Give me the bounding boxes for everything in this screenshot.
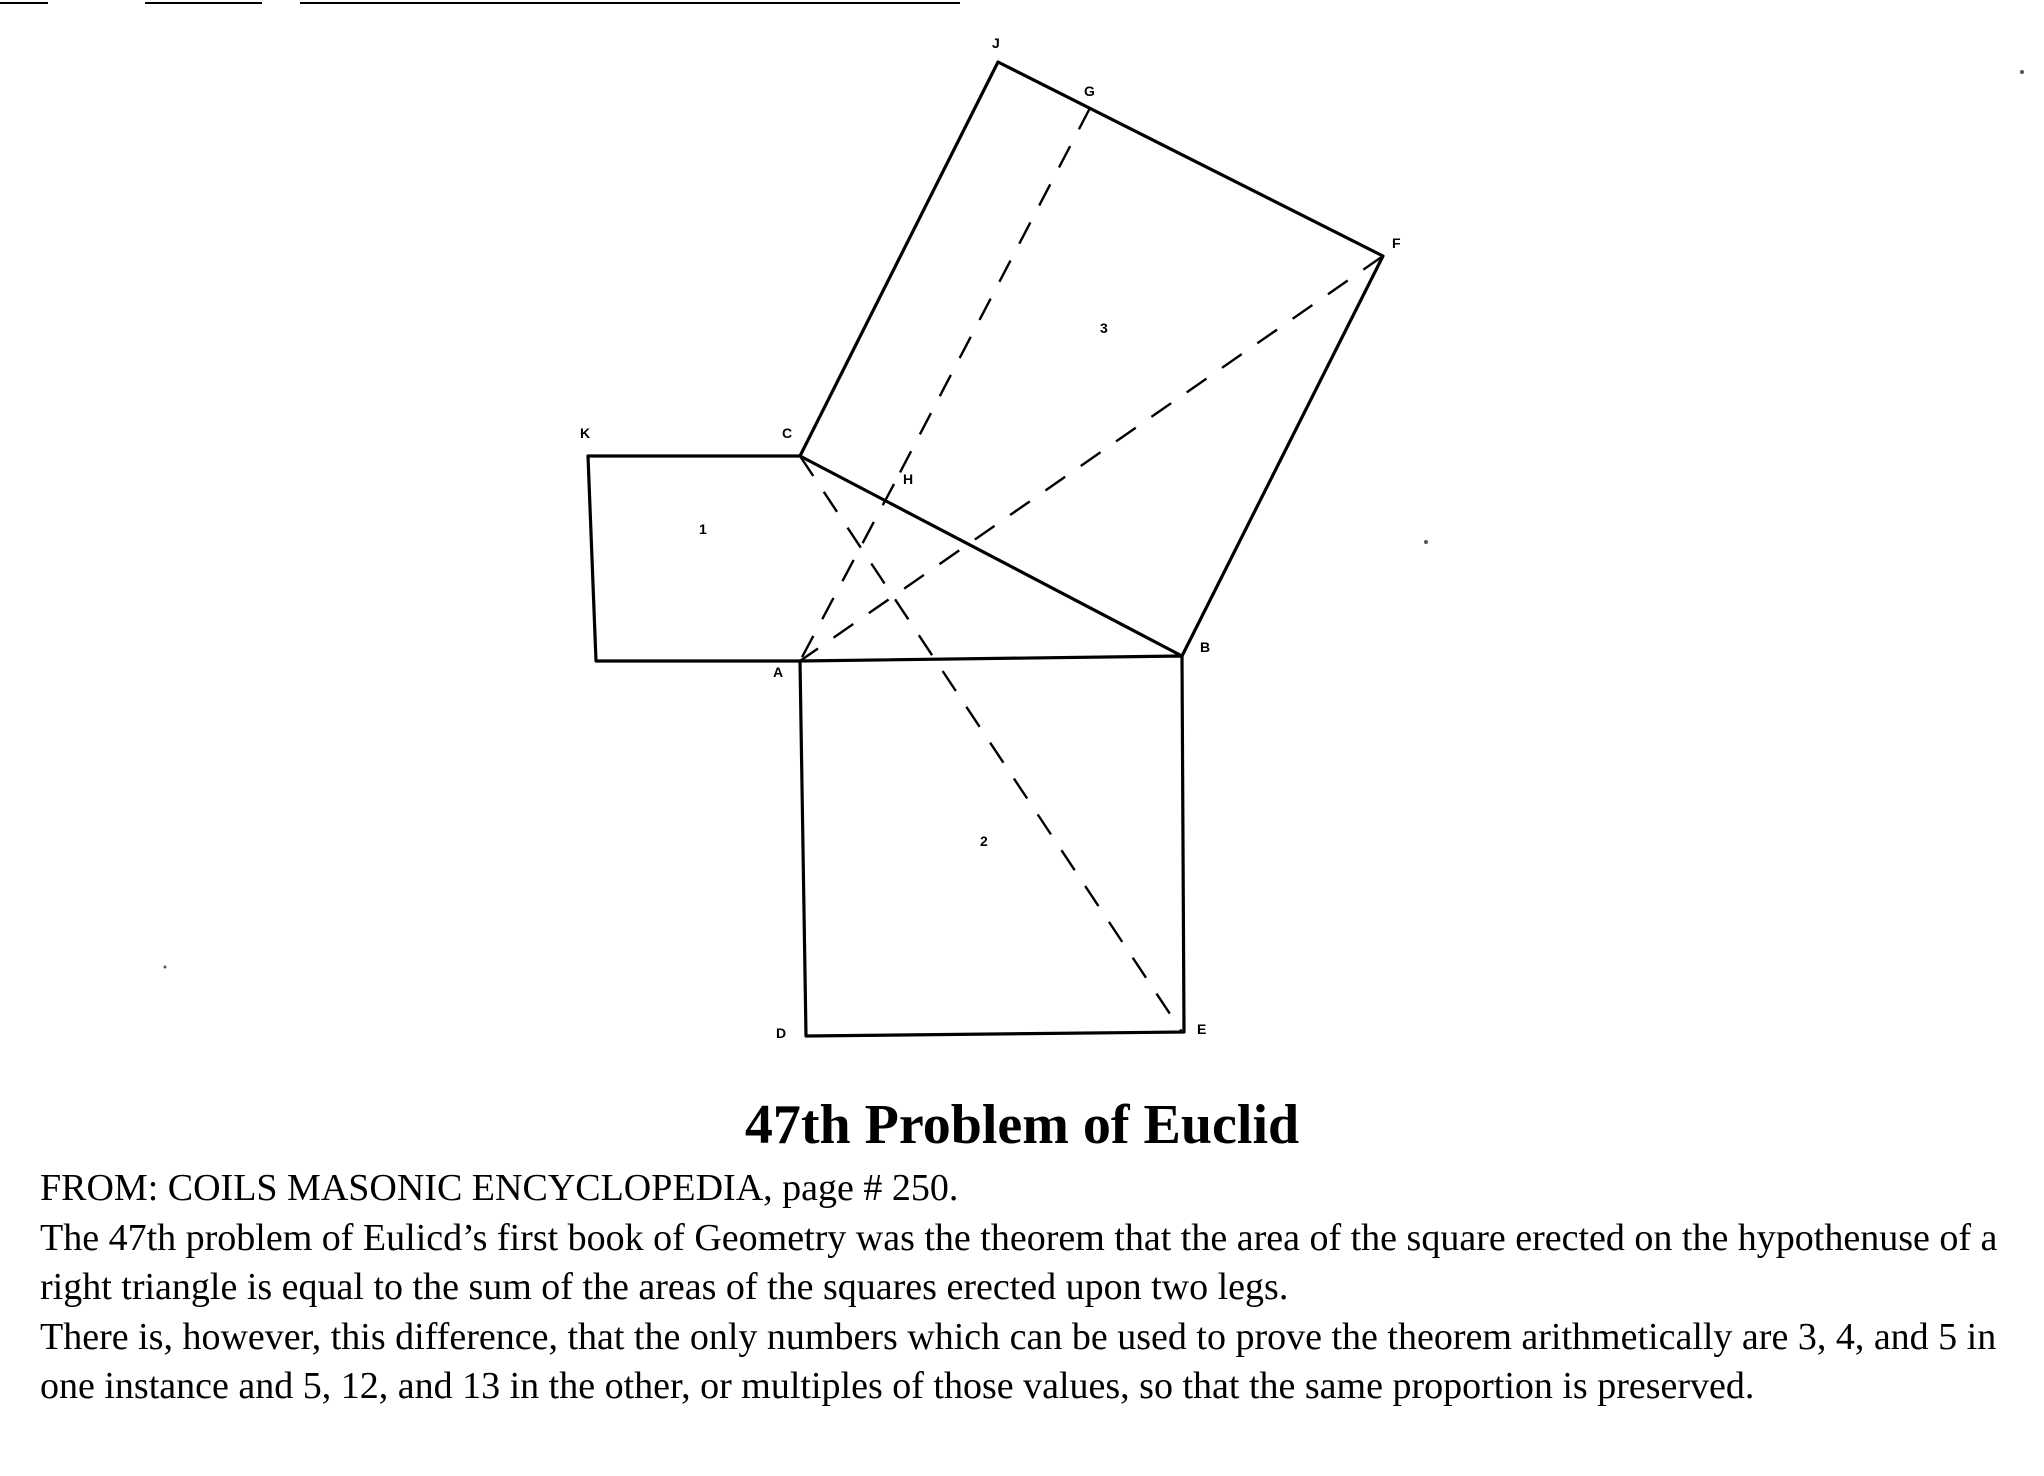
label-point-b: B xyxy=(1200,639,1211,655)
square-1-outline xyxy=(588,456,800,661)
page-title: 47th Problem of Euclid xyxy=(744,1094,1300,1156)
body-text xyxy=(40,1164,2020,1412)
dashed-line-c-e xyxy=(800,456,1182,1032)
dashed-line-h-a xyxy=(800,484,894,661)
scan-speck-3 xyxy=(164,966,167,969)
paragraph-numbers: There is, however, this difference, that the only numbers which can be used to prove the theorem arithmetically are 3, 4, and 5 in one instance and 5, 12, and 13 in the other, or multiples of those values, so that the same proportion is preserved. xyxy=(40,1315,1997,1407)
square-3-outline xyxy=(800,62,1383,656)
label-point-h: H xyxy=(903,471,914,487)
label-point-e: E xyxy=(1197,1021,1207,1037)
dashed-line-f-a xyxy=(800,256,1383,661)
scan-speck-2 xyxy=(1424,540,1428,544)
label-square-3: 3 xyxy=(1100,320,1108,336)
label-point-f: F xyxy=(1392,235,1401,251)
label-point-c: C xyxy=(782,425,793,441)
scan-speck-1 xyxy=(2020,70,2024,74)
square-2-outline xyxy=(800,656,1184,1036)
label-point-a: A xyxy=(773,664,784,680)
label-point-g: G xyxy=(1084,83,1095,99)
dashed-line-g-h xyxy=(894,108,1090,484)
label-square-2: 2 xyxy=(980,833,988,849)
paragraph-theorem: The 47th problem of Eulicd’s first book of Geometry was the theorem that the area of the square erected on the hypothenuse of a right triangle is equal to the sum of the areas of the squares erected upon two legs. xyxy=(40,1216,1998,1308)
label-point-d: D xyxy=(776,1025,787,1041)
source-line: FROM: COILS MASONIC ENCYCLOPEDIA, page # 250. xyxy=(40,1167,959,1209)
label-point-k: K xyxy=(580,425,591,441)
label-square-1: 1 xyxy=(699,521,707,537)
label-point-j: J xyxy=(992,35,1000,51)
